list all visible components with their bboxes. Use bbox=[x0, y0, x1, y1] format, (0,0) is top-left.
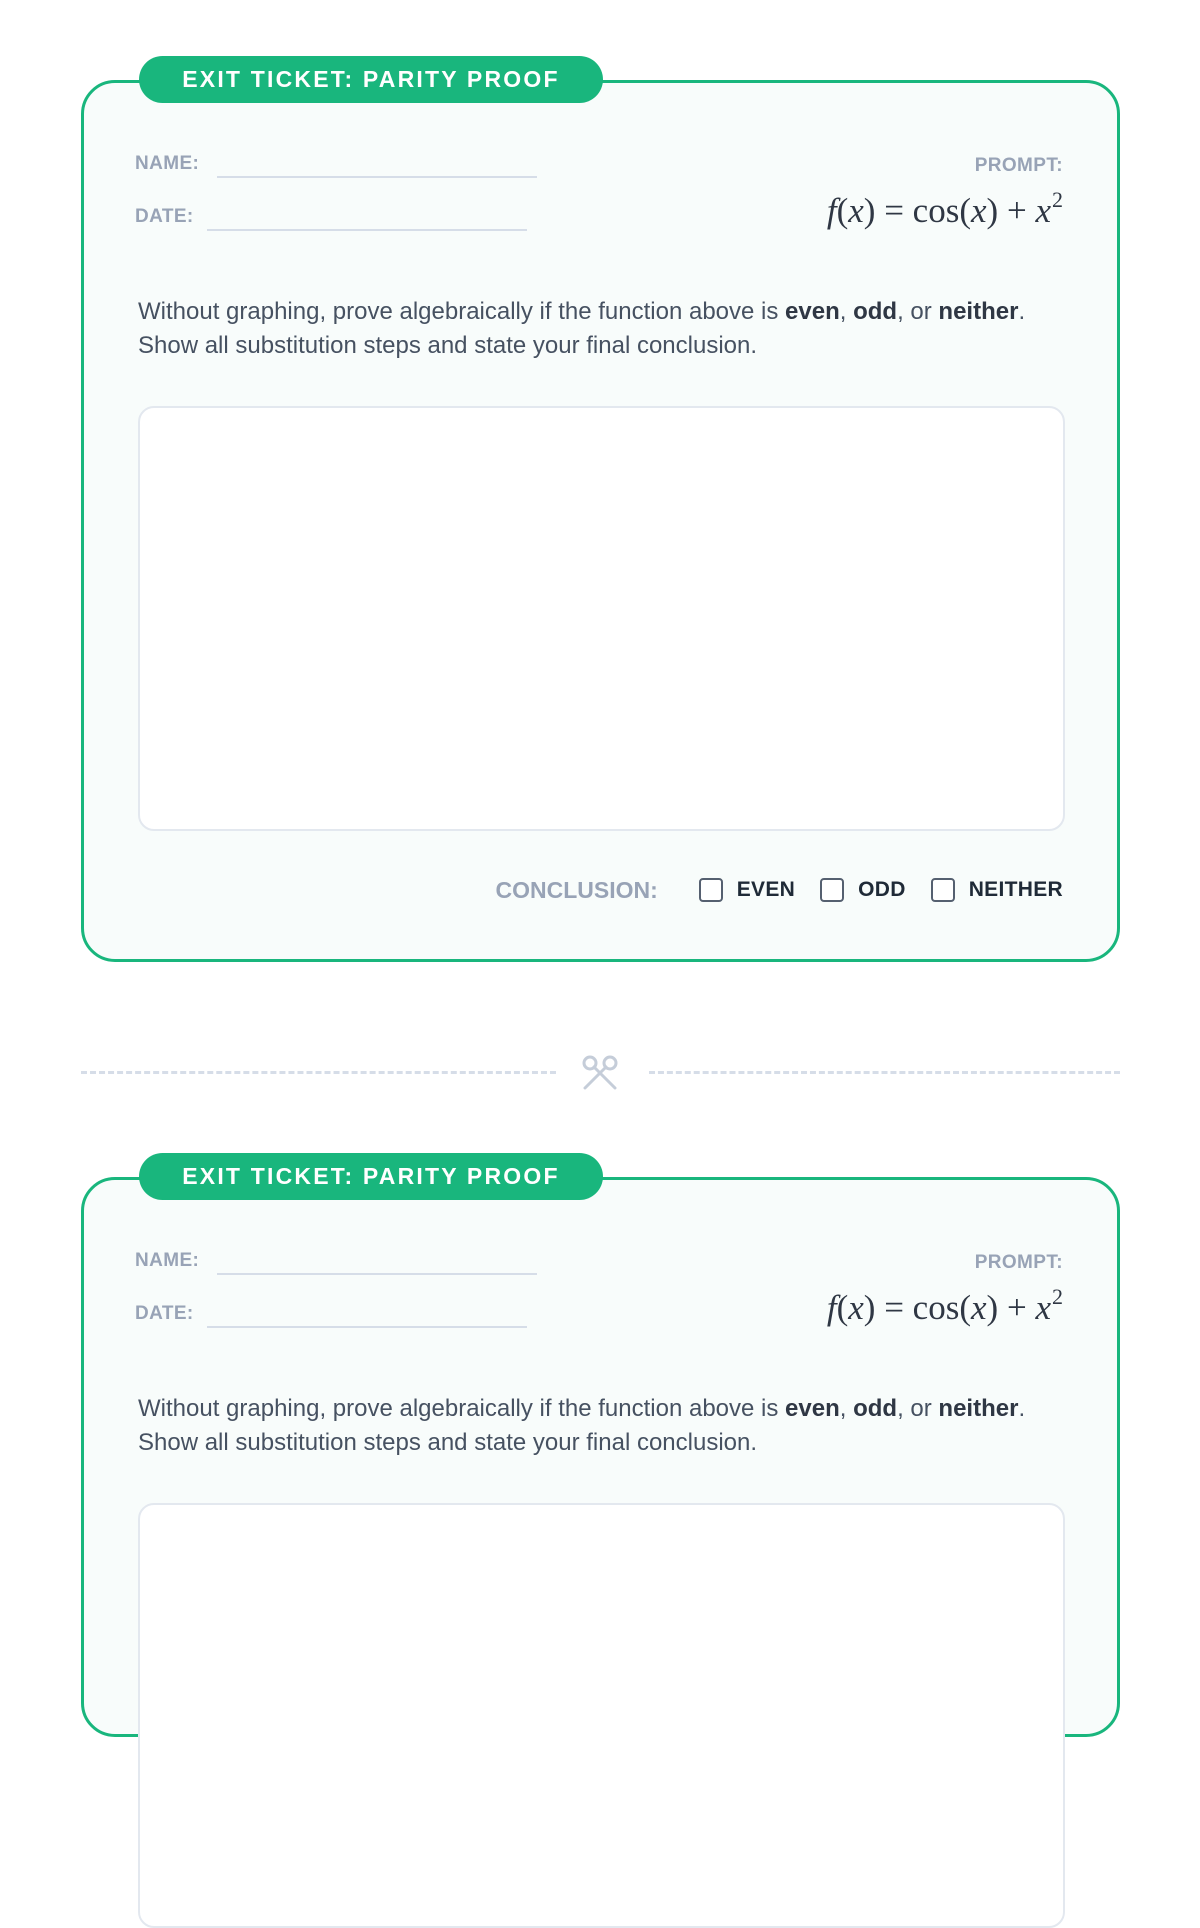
date-label: DATE: bbox=[135, 1303, 194, 1324]
answer-box[interactable] bbox=[138, 1503, 1065, 1928]
exit-ticket-2 bbox=[81, 1163, 1120, 1737]
conclusion-label: CONCLUSION: bbox=[495, 876, 658, 903]
name-field[interactable] bbox=[217, 176, 537, 178]
even-checkbox[interactable] bbox=[699, 878, 723, 902]
instructions-text: Without graphing, prove algebraically if the function above is even, odd, or neither. Show all substitution steps and state your final conclusion. bbox=[138, 298, 1026, 359]
conclusion-row bbox=[495, 875, 1063, 905]
instructions-text: Without graphing, prove algebraically if the function above is even, odd, or neither. Show all substitution steps and state your final conclusion. bbox=[138, 1395, 1026, 1456]
option-neither[interactable] bbox=[931, 878, 1063, 902]
option-odd[interactable] bbox=[820, 878, 906, 902]
ticket-title-badge: EXIT TICKET: PARITY PROOF bbox=[139, 56, 603, 103]
scissors-icon bbox=[581, 1054, 619, 1090]
prompt-formula: $f(x) = \cos(x) + x^2$ bbox=[826, 1284, 1063, 1327]
date-label: DATE: bbox=[135, 206, 194, 227]
prompt-label: PROMPT: bbox=[974, 1252, 1063, 1273]
cut-line bbox=[81, 1054, 1120, 1090]
cut-line-left bbox=[81, 1071, 556, 1074]
answer-box[interactable] bbox=[138, 406, 1065, 831]
prompt-label: PROMPT: bbox=[974, 155, 1063, 176]
even-label: EVEN bbox=[736, 878, 796, 901]
cut-line-right bbox=[649, 1071, 1120, 1074]
option-even[interactable] bbox=[699, 878, 795, 902]
ticket-title-badge: EXIT TICKET: PARITY PROOF bbox=[139, 1153, 603, 1200]
odd-label: ODD bbox=[858, 878, 906, 901]
name-field[interactable] bbox=[217, 1273, 537, 1275]
neither-label: NEITHER bbox=[968, 878, 1063, 901]
exit-ticket-1 bbox=[81, 66, 1120, 962]
neither-checkbox[interactable] bbox=[931, 878, 955, 902]
prompt-formula: $f(x) = \cos(x) + x^2$ bbox=[826, 187, 1063, 230]
date-field[interactable] bbox=[207, 1326, 527, 1328]
name-label: NAME: bbox=[135, 153, 200, 174]
name-label: NAME: bbox=[135, 1250, 200, 1271]
odd-checkbox[interactable] bbox=[820, 878, 844, 902]
date-field[interactable] bbox=[207, 229, 527, 231]
